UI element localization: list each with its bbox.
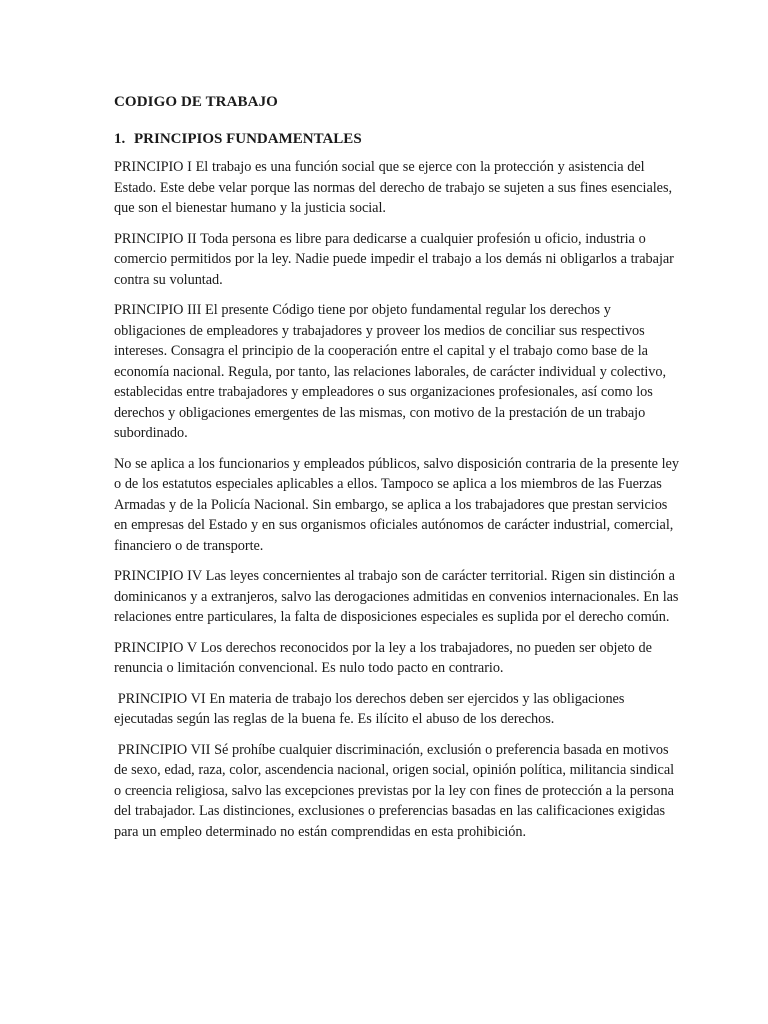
document-title: CODIGO DE TRABAJO (114, 94, 278, 110)
paragraph-principio-iii: PRINCIPIO III El presente Código tiene por objeto fundamental regular los derechos y obligaciones de empleadores y trabajadores y proveer los medios de conciliar sus respectivos intereses. Consagra el principio de la cooperación entre el capital y el trabajo como base de la economía nacional. Regula, por tanto, las relaciones laborales, de carácter individual y colectivo, establecidas entre trabajadores y empleadores o sus organizaciones profesionales, así como los derechos y obligaciones emergentes de las mismas, con motivo de la prestación de un trabajo subordinado. (114, 302, 667, 441)
section-number: 1. (114, 131, 126, 147)
document-body (114, 92, 680, 852)
paragraph-principio-iv: PRINCIPIO IV Las leyes concernientes al trabajo son de carácter territorial. Rigen sin distinción a dominicanos y a extranjeros, salvo las derogaciones admitidas en convenios internacionales. En las relaciones entre particulares, la falta de disposiciones especiales es suplida por el derecho común. (114, 568, 679, 625)
paragraph-principio-ii: PRINCIPIO II Toda persona es libre para dedicarse a cualquier profesión u oficio, industria o comercio permitidos por la ley. Nadie puede impedir el trabajo a los demás ni obligarlos a trabajar contra su voluntad. (114, 230, 674, 288)
paragraph-principio-vi: PRINCIPIO VI En materia de trabajo los derechos deben ser ejercidos y las obligaciones ejecutadas según las reglas de la buena fe. Es ilícito el abuso de los derechos. (114, 690, 629, 727)
paragraph-principio-vii: PRINCIPIO VII Sé prohíbe cualquier discriminación, exclusión o preferencia basada en motivos de sexo, edad, raza, color, ascendencia nacional, origen social, opinión política, militancia sindical o creencia religiosa, salvo las excepciones previstas por la ley con fines de protección a la persona del trabajador. Las distinciones, exclusiones o preferencias basadas en las calificaciones exigidas para un empleo determinado no están comprendidas en esta prohibición. (114, 741, 678, 840)
paragraph-principio-i: PRINCIPIO I El trabajo es una función social que se ejerce con la protección y asistencia del Estado. Este debe velar porque las normas del derecho de trabajo se sujeten a sus fines esenciales, que son el bienestar humano y la justicia social. (114, 159, 673, 216)
paragraph-principio-v: PRINCIPIO V Los derechos reconocidos por la ley a los trabajadores, no pueden ser objeto de renuncia o limitación convencional. Es nulo todo pacto en contrario. (114, 639, 652, 676)
section-title: PRINCIPIOS FUNDAMENTALES (134, 131, 362, 147)
paragraph-exclusions: No se aplica a los funcionarios y empleados públicos, salvo disposición contraria de la presente ley o de los estatutos especiales aplicables a ellos. Tampoco se aplica a los miembros de las Fuerzas Armadas y de la Policía Nacional. Sin embargo, se aplica a los trabajadores que prestan servicios en empresas del Estado y en sus organismos oficiales autónomos de carácter industrial, comercial, financiero o de transporte. (114, 455, 679, 554)
section-heading (114, 129, 680, 149)
